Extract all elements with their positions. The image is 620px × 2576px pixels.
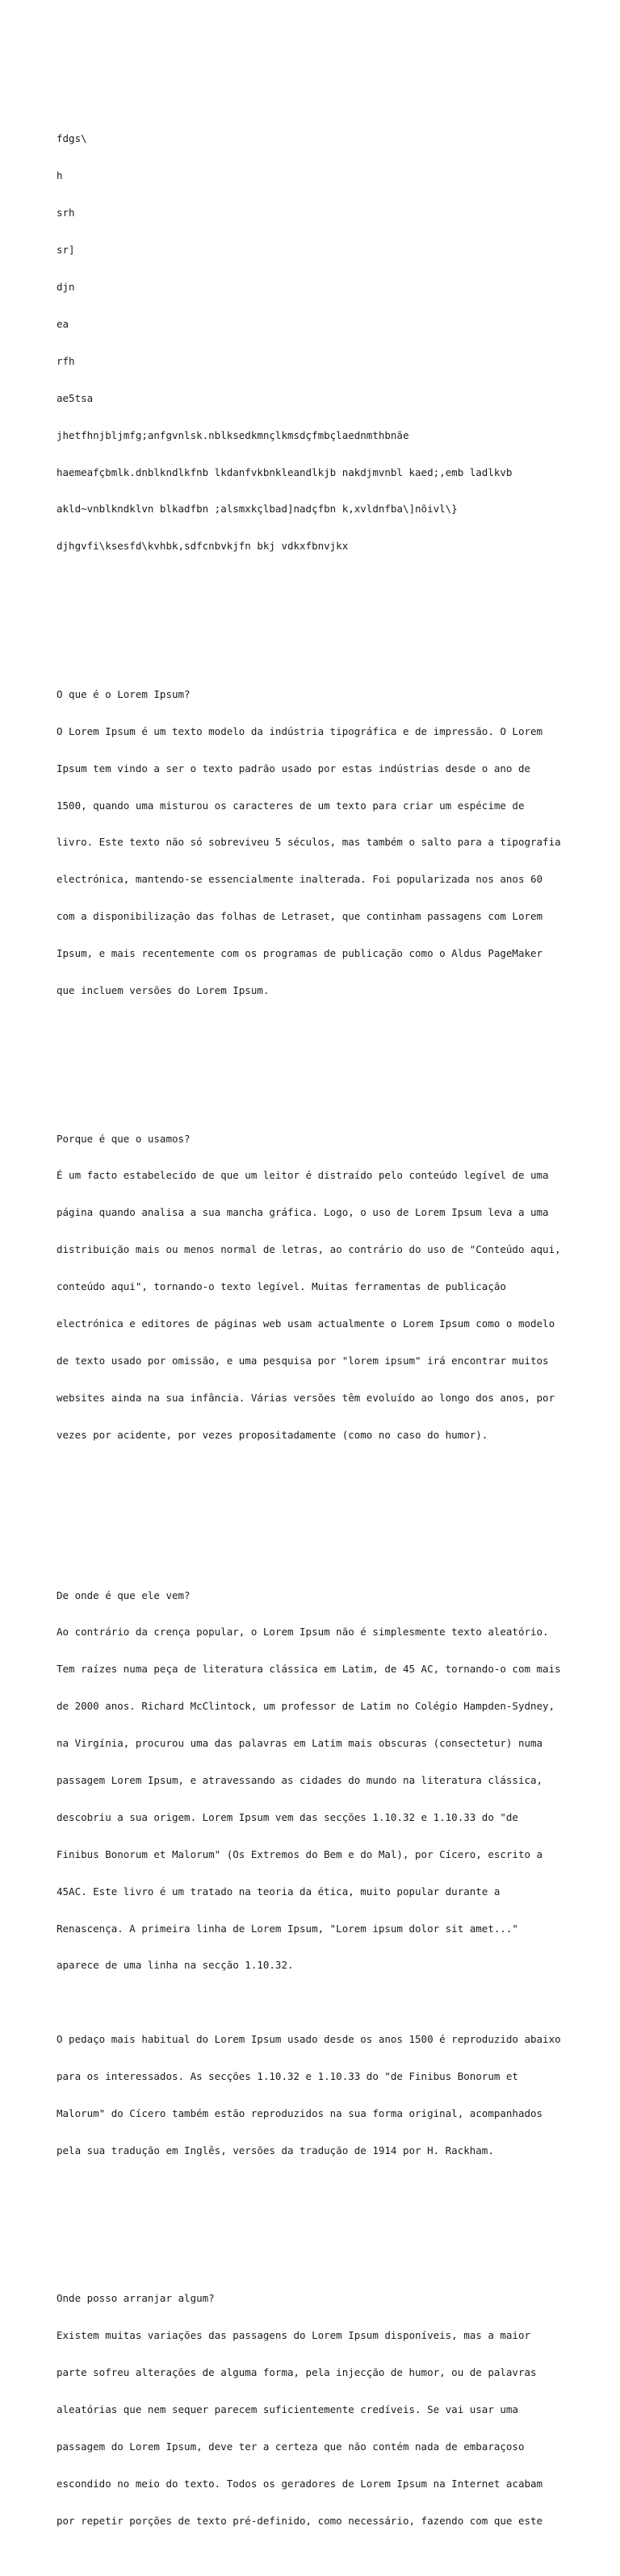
paragraph-line: Malorum" do Cícero também estão reproduzidos na sua forma original, acompanhados	[57, 2106, 543, 2119]
section-heading: De onde é que ele vem?	[57, 1589, 191, 1601]
paragraph-line: electrónica e editores de páginas web usam actualmente o Lorem Ipsum como o modelo	[57, 1317, 555, 1330]
paragraph-line: escondido no meio do texto. Todos os geradores de Lorem Ipsum na Internet acabam	[57, 2477, 543, 2490]
paragraph-line: É um facto estabelecido de que um leitor é distraído pelo conteúdo legível de uma	[57, 1169, 549, 1182]
paragraph-line: parte sofreu alterações de alguma forma, pela injecção de humor, ou de palavras	[57, 2366, 537, 2379]
paragraph-line: passagem Lorem Ipsum, e atravessando as cidades do mundo na literatura clássica,	[57, 1773, 543, 1786]
paragraph-line: com a disponibilização das folhas de Letraset, que continham passagens com Lorem	[57, 910, 543, 923]
paragraph-line: página quando analisa a sua mancha gráfica. Logo, o uso de Lorem Ipsum leva a uma	[57, 1206, 549, 1219]
paragraph-line: para os interessados. As secções 1.10.32 e 1.10.33 do "de Finibus Bonorum et	[57, 2070, 518, 2083]
paragraph-line: pela sua tradução em Inglês, versões da tradução de 1914 por H. Rackham.	[57, 2144, 494, 2156]
intro-line: rfh	[57, 354, 75, 367]
spacer	[57, 2219, 573, 2231]
paragraph-line: Ao contrário da crença popular, o Lorem Ipsum não é simplesmente texto aleatório.	[57, 1626, 549, 1639]
intro-block	[57, 108, 573, 577]
paragraph-line: 1500, quando uma misturou os caracteres de um texto para criar um espécime de	[57, 799, 525, 812]
document-page	[57, 71, 573, 2576]
section-heading: Onde posso arranjar algum?	[57, 2292, 215, 2305]
intro-line: h	[57, 169, 63, 182]
paragraph-line: de texto usado por omissão, e uma pesquisa por "lorem ipsum" irá encontrar muitos	[57, 1354, 549, 1367]
spacer	[57, 614, 573, 626]
intro-line: djn	[57, 281, 75, 294]
intro-line: jhetfhnjbljmfg;anfgvnlsk.nblksedkmnçlkmsdçfmbçlaednmthbnãe	[57, 428, 409, 441]
intro-line: ae5tsa	[57, 391, 94, 404]
intro-line: haemeafçbmlk.dnblkndlkfnb lkdanfvkbnkleandlkjb nakdjmvnbl kaed;,emb ladlkvb	[57, 466, 513, 478]
section-heading: Porque é que o usamos?	[57, 1132, 191, 1145]
paragraph-line: O pedaço mais habitual do Lorem Ipsum usado desde os anos 1500 é reproduzido abaixo	[57, 2033, 561, 2046]
paragraph-line: Renascença. A primeira linha de Lorem Ipsum, "Lorem ipsum dolor sit amet..."	[57, 1922, 518, 1935]
paragraph-line: distribuição mais ou menos normal de letras, ao contrário do uso de "Conteúdo aqui,	[57, 1243, 561, 1256]
spacer	[57, 1058, 573, 1071]
paragraph-line: Ipsum tem vindo a ser o texto padrão usado por estas indústrias desde o ano de	[57, 762, 530, 774]
intro-line: srh	[57, 207, 75, 219]
spacer	[57, 1502, 573, 1527]
intro-line: sr]	[57, 244, 75, 257]
paragraph-line: Tem raízes numa peça de literatura clássica em Latim, de 45 AC, tornando-o com mais	[57, 1663, 561, 1676]
paragraph-line: Finibus Bonorum et Malorum" (Os Extremos do Bem e do Mal), por Cícero, escrito a	[57, 1847, 543, 1860]
paragraph-line: 45AC. Este livro é um tratado na teoria da ética, muito popular durante a	[57, 1885, 501, 1898]
paragraph-line: aparece de uma linha na secção 1.10.32.	[57, 1959, 294, 1972]
paragraph-line: descobriu a sua origem. Lorem Ipsum vem das secções 1.10.32 e 1.10.33 do "de	[57, 1810, 518, 1823]
paragraph-line: na Virgínia, procurou uma das palavras em Latim mais obscuras (consectetur) numa	[57, 1737, 543, 1750]
paragraph-line: O Lorem Ipsum é um texto modelo da indústria tipográfica e de impressão. O Lorem	[57, 724, 543, 737]
section-origin	[57, 1564, 573, 2181]
intro-line: akld~vnblkndklvn blkadfbn ;alsmxkçlbad]nadçfbn k,xvldnfba\]nõivl\}	[57, 503, 458, 516]
paragraph-line: aleatórias que nem sequer parecem suficientemente credíveis. Se vai usar uma	[57, 2403, 518, 2416]
paragraph-line: Existem muitas variações das passagens do Lorem Ipsum disponíveis, mas a maior	[57, 2329, 530, 2342]
intro-line: ea	[57, 317, 69, 330]
paragraph-line: websites ainda na sua infância. Várias versões têm evoluído ao longo dos anos, por	[57, 1391, 555, 1404]
intro-line: fdgs\	[57, 132, 87, 145]
paragraph-line: vezes por acidente, por vezes propositadamente (como no caso do humor).	[57, 1428, 488, 1441]
paragraph-line: por repetir porções de texto pré-definido, como necessário, fazendo com que este	[57, 2514, 543, 2527]
intro-line: djhgvfi\ksesfd\kvhbk,sdfcnbvkjfn bkj vdkxfbnvjkx	[57, 540, 349, 553]
section-heading: O que é o Lorem Ipsum?	[57, 687, 191, 700]
paragraph-line: electrónica, mantendo-se essencialmente inalterada. Foi popularizada nos anos 60	[57, 873, 543, 886]
section-what-is	[57, 663, 573, 1021]
paragraph-line: que incluem versões do Lorem Ipsum.	[57, 983, 270, 996]
paragraph-line: Ipsum, e mais recentemente com os programas de publicação como o Aldus PageMaker	[57, 947, 543, 960]
paragraph-line: passagem do Lorem Ipsum, deve ter a certeza que não contém nada de embaraçoso	[57, 2440, 525, 2453]
section-why-use	[57, 1108, 573, 1466]
paragraph-line: conteúdo aqui", tornando-o texto legível. Muitas ferramentas de publicação	[57, 1280, 506, 1293]
paragraph-line: livro. Este texto não só sobreviveu 5 séculos, mas também o salto para a tipografia	[57, 836, 561, 849]
spacer	[57, 1996, 573, 2008]
section-where-get	[57, 2268, 573, 2552]
paragraph-line: de 2000 anos. Richard McClintock, um professor de Latim no Colégio Hampden-Sydney,	[57, 1700, 555, 1713]
